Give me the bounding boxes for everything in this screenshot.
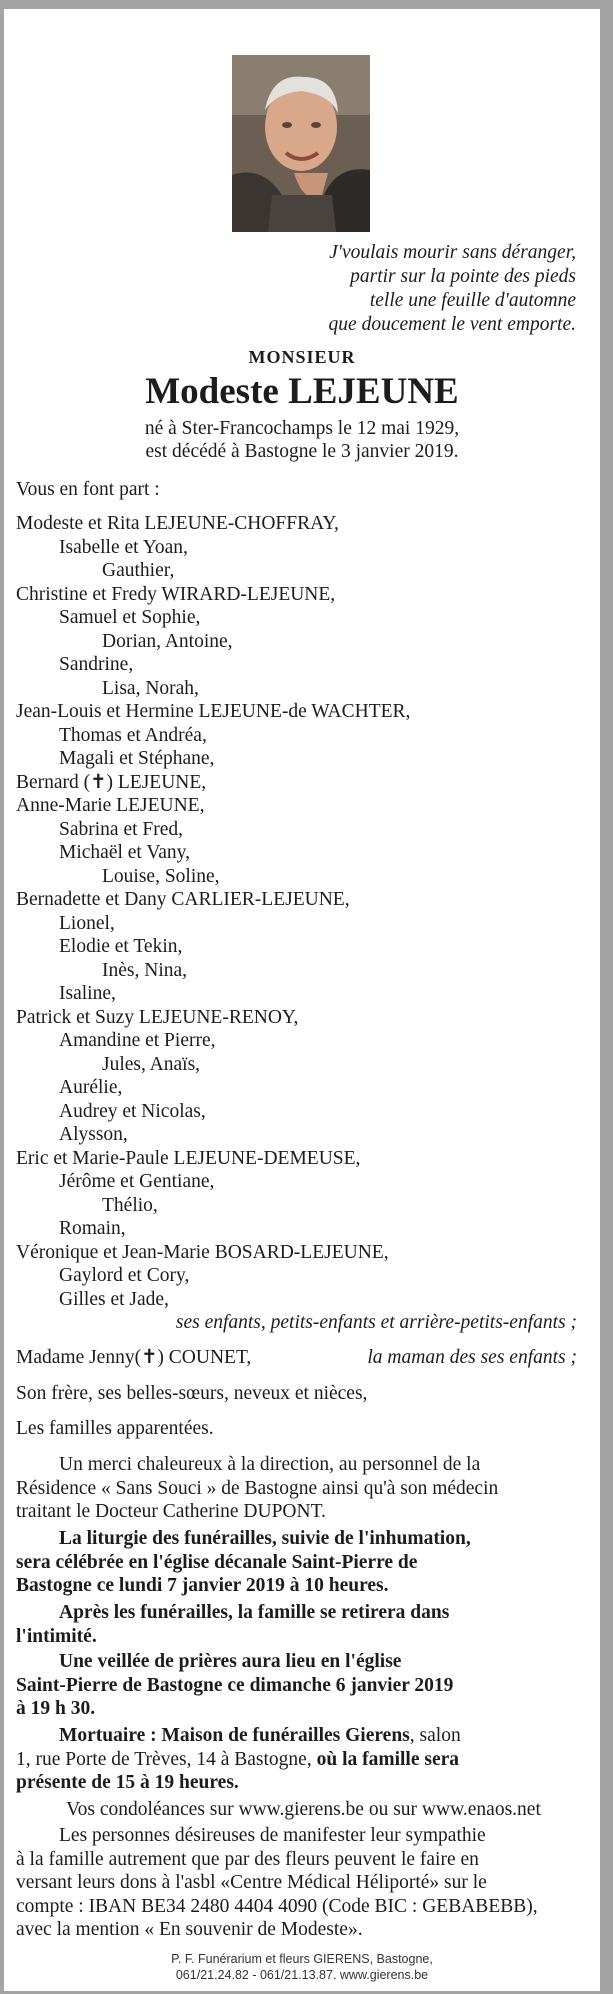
- text-line: [16, 1748, 591, 1772]
- deceased-name: Modeste LEJEUNE: [145, 371, 459, 412]
- text-line: Résidence « Sans Souci » de Bastogne ainsi qu'à son médecin: [16, 1477, 499, 1499]
- poem-line: telle une feuille d'automne: [369, 290, 576, 311]
- family-member-row: Romain,: [59, 1218, 126, 1239]
- family-member-row: Elodie et Tekin,: [59, 936, 183, 957]
- family-member-row: Jules, Anaïs,: [102, 1053, 201, 1075]
- text-line: Une veillée de prières aura lieu en l'église: [59, 1651, 402, 1672]
- family-role-line: ses enfants, petits-enfants et arrière-petits-enfants ;: [175, 1312, 577, 1333]
- text-line: Après les funérailles, la famille se retirera dans: [59, 1602, 450, 1623]
- family-member-row: Thélio,: [102, 1194, 158, 1216]
- after-funeral-paragraph: [16, 1601, 591, 1648]
- family-member-row: Alysson,: [59, 1124, 128, 1145]
- family-member-row: Isabelle et Yoan,: [59, 536, 188, 558]
- family-list: [16, 512, 591, 1335]
- family-member-row: Sandrine,: [59, 654, 134, 675]
- poem-line: partir sur la pointe des pieds: [350, 266, 576, 287]
- mother-role: la maman des ses enfants ;: [367, 1347, 577, 1368]
- text-line: compte : IBAN BE34 2480 4404 4090 (Code BIC : GEBABEBB),: [16, 1895, 538, 1917]
- poem-epigraph: [216, 241, 576, 337]
- text-line: Saint-Pierre de Bastogne ce dimanche 6 janvier 2019: [16, 1674, 454, 1696]
- text-line: traitant le Docteur Catherine DUPONT.: [16, 1501, 326, 1522]
- related-families-line: Les familles apparentées.: [16, 1418, 214, 1439]
- text-line: [16, 1724, 591, 1748]
- family-member-row: Isaline,: [59, 983, 116, 1004]
- thanks-paragraph: [16, 1453, 591, 1524]
- text-line: Bastogne ce lundi 7 janvier 2019 à 10 heures.: [16, 1575, 389, 1596]
- death-line: est décédé à Bastogne le 3 janvier 2019.: [145, 441, 459, 462]
- family-member-row: Gaylord et Cory,: [59, 1265, 190, 1286]
- text-line: Les personnes désireuses de manifester leur sympathie: [59, 1825, 486, 1846]
- family-member-row: Patrick et Suzy LEJEUNE-RENOY,: [16, 1006, 299, 1028]
- family-member-row: Audrey et Nicolas,: [59, 1100, 206, 1122]
- family-member-row: Bernard (✝) LEJEUNE,: [16, 771, 207, 793]
- text-line: à la famille autrement que par des fleurs peuvent le faire en: [16, 1848, 479, 1870]
- family-member-row: Modeste et Rita LEJEUNE-CHOFFRAY,: [16, 513, 339, 534]
- birth-line: né à Ster-Francochamps le 12 mai 1929,: [144, 418, 460, 439]
- text-line: La liturgie des funérailles, suivie de l'inhumation,: [59, 1528, 471, 1549]
- family-member-row: Véronique et Jean-Marie BOSARD-LEJEUNE,: [16, 1241, 389, 1263]
- family-member-row: Inès, Nina,: [102, 959, 188, 981]
- mortuary-salon: , salon: [409, 1725, 461, 1746]
- mother-name: Madame Jenny(✝) COUNET,: [16, 1347, 252, 1368]
- donations-paragraph: [16, 1824, 591, 1942]
- text-line: l'intimité.: [16, 1625, 97, 1647]
- honorific-title: MONSIEUR: [248, 347, 356, 367]
- footer-line: P. F. Funérarium et fleurs GIERENS, Bastogne,: [171, 1952, 433, 1966]
- family-member-row: Eric et Marie-Paule LEJEUNE-DEMEUSE,: [16, 1147, 361, 1169]
- footer-line: 061/21.24.82 - 061/21.13.87. www.gierens.be: [175, 1968, 429, 1982]
- family-member-row: Lionel,: [59, 912, 115, 934]
- family-member-row: Lisa, Norah,: [102, 677, 199, 699]
- mortuary-paragraph: [16, 1724, 591, 1795]
- funeral-home-credit: [4, 1951, 600, 1983]
- text-line: versant leurs dons à l'asbl «Centre Médical Héliporté» sur le: [16, 1872, 487, 1893]
- vigil-paragraph: [16, 1650, 591, 1721]
- text-line: avec la mention « En souvenir de Modeste».: [16, 1919, 363, 1940]
- text-line: sera célébrée en l'église décanale Saint-Pierre de: [16, 1551, 418, 1573]
- family-member-row: Gilles et Jade,: [59, 1288, 169, 1310]
- text-line: à 19 h 30.: [16, 1698, 96, 1719]
- family-member-row: Dorian, Antoine,: [102, 630, 233, 652]
- family-present-text: où la famille sera: [311, 1748, 460, 1770]
- family-member-row: Louise, Soline,: [102, 865, 220, 887]
- family-member-row: Anne-Marie LEJEUNE,: [16, 795, 205, 816]
- mortuary-address: 1, rue Porte de Trèves, 14 à Bastogne,: [16, 1748, 312, 1770]
- text-line: présente de 15 à 19 heures.: [16, 1772, 239, 1793]
- family-member-row: Amandine et Pierre,: [59, 1030, 216, 1051]
- text-line: Vos condoléances sur www.gierens.be ou sur www.enaos.net: [66, 1799, 541, 1820]
- family-member-row: Bernadette et Dany CARLIER-LEJEUNE,: [16, 889, 350, 910]
- birth-death-info: [4, 417, 600, 463]
- family-member-row: Gauthier,: [102, 560, 175, 581]
- obituary-notice: [4, 9, 600, 1991]
- portrait-photo: [232, 55, 370, 232]
- siblings-line: Son frère, ses belles-sœurs, neveux et nièces,: [16, 1383, 368, 1404]
- family-member-row: Christine et Fredy WIRARD-LEJEUNE,: [16, 583, 336, 605]
- family-member-row: Thomas et Andréa,: [59, 724, 207, 746]
- text-line: Un merci chaleureux à la direction, au personnel de la: [59, 1454, 481, 1475]
- announcement-intro: Vous en font part :: [16, 479, 160, 500]
- family-member-row: Jean-Louis et Hermine LEJEUNE-de WACHTER,: [16, 701, 411, 722]
- family-member-row: Jérôme et Gentiane,: [59, 1171, 215, 1192]
- mortuary-label: Mortuaire : Maison de funérailles Gierens: [59, 1725, 410, 1746]
- family-member-row: Michaël et Vany,: [59, 842, 191, 863]
- condolences-line: [16, 1798, 591, 1822]
- family-member-row: Sabrina et Fred,: [59, 818, 184, 840]
- poem-line: que doucement le vent emporte.: [328, 314, 576, 335]
- family-member-row: Magali et Stéphane,: [59, 748, 215, 769]
- poem-line: J'voulais mourir sans déranger,: [329, 242, 576, 263]
- family-member-row: Samuel et Sophie,: [59, 607, 201, 628]
- family-member-row: Aurélie,: [59, 1077, 123, 1098]
- liturgy-paragraph: [16, 1527, 591, 1598]
